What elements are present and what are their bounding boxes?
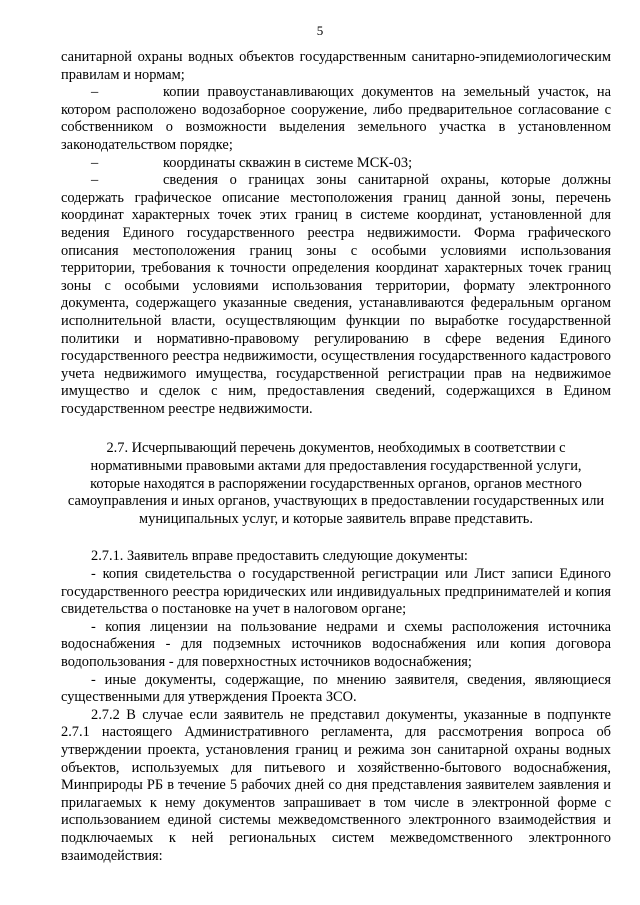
paragraph-2-7-1: 2.7.1. Заявитель вправе предоставить следующие документы: <box>91 548 468 565</box>
dash-item-text: сведения о границах зоны санитарной охраны, которые должны содержать графическое описание местоположения границ данной зоны, перечень координат характерных точек этих границ в системе координат, установленной для ведения Единого государственного реестра недвижимости. Форма графического описания местоположения границ зоны с особыми условиями использования территории, требования к точности определения координат характерных точек границ зоны с особыми условиями использования территории, формату электронного документа, содержащего указанные сведения, устанавливаются федеральным органом исполнительной власти, осуществляющим функции по выработке государственной политики и нормативно-правовому регулированию в сфере ведения Единого государственного реестра недвижимости, осуществления государственного кадастрового учета недвижимого имущества, государственной регистрации прав на недвижимое имущество и сделок с ним, предоставления сведений, содержащихся в Едином государственном реестре недвижимости. <box>61 172 611 417</box>
dash-marker: – <box>91 172 99 189</box>
section-heading-2-7: 2.7. Исчерпывающий перечень документов, необходимых в соответствии с нормативными правовыми актами для предоставления государственной услуги, которые находятся в распоряжении государственных органов, органов местного самоуправления и иных органов, участвующих в предоставлении государственных или муниципальных услуг, и которые заявитель вправе представить. <box>67 440 605 527</box>
paragraph-2-7-2: 2.7.2 В случае если заявитель не представил документы, указанные в подпункте 2.7.1 настоящего Административного регламента, для рассмотрения вопроса об утверждении проекта, установления границ и режима зон санитарной охраны водных объектов, используемых для питьевого и хозяйственно-бытового водоснабжения, Минприроды РБ в течение 5 рабочих дней со дня представления заявителем заявления и прилагаемых к нему документов запрашивает в том числе в электронной форме с использованием единой системы межведомственного электронного взаимодействия и подключаемых к ней региональных систем межведомственного электронного взаимодействия: <box>61 706 611 864</box>
dash-item-text: копии правоустанавливающих документов на земельный участок, на котором расположено водозаборное сооружение, либо предварительное согласование с собственником о возможности выделения земельного участка в установленном законодательством порядке; <box>61 84 611 153</box>
dash-item-text: координаты скважин в системе МСК-03; <box>163 154 413 171</box>
page-number: 5 <box>316 23 324 38</box>
bullet-license-copy: - копия лицензии на пользование недрами и схемы расположения источника водоснабжения - для подземных источников водоснабжения или копия договора водопользования - для поверхностных источников водоснабжения; <box>61 618 611 670</box>
dash-item-coordinates <box>61 155 611 173</box>
paragraph-continuation: санитарной охраны водных объектов государственным санитарно-эпидемиологическим правилам и нормам; <box>61 49 611 83</box>
dash-marker: – <box>91 154 99 171</box>
dash-item-title-documents <box>61 84 611 154</box>
bullet-registration-copy: - копия свидетельства о государственной регистрации или Лист записи Единого государственного реестра юридических или индивидуальных предпринимателей и копия свидетельства о постановке на учет в налоговом органе; <box>61 566 611 618</box>
document-body <box>61 49 611 865</box>
dash-marker: – <box>91 84 99 101</box>
bullet-other-documents: - иные документы, содержащие, по мнению заявителя, сведения, являющиеся существенными для утверждения Проекта ЗСО. <box>61 671 611 706</box>
dash-item-zone-boundaries <box>61 172 611 418</box>
